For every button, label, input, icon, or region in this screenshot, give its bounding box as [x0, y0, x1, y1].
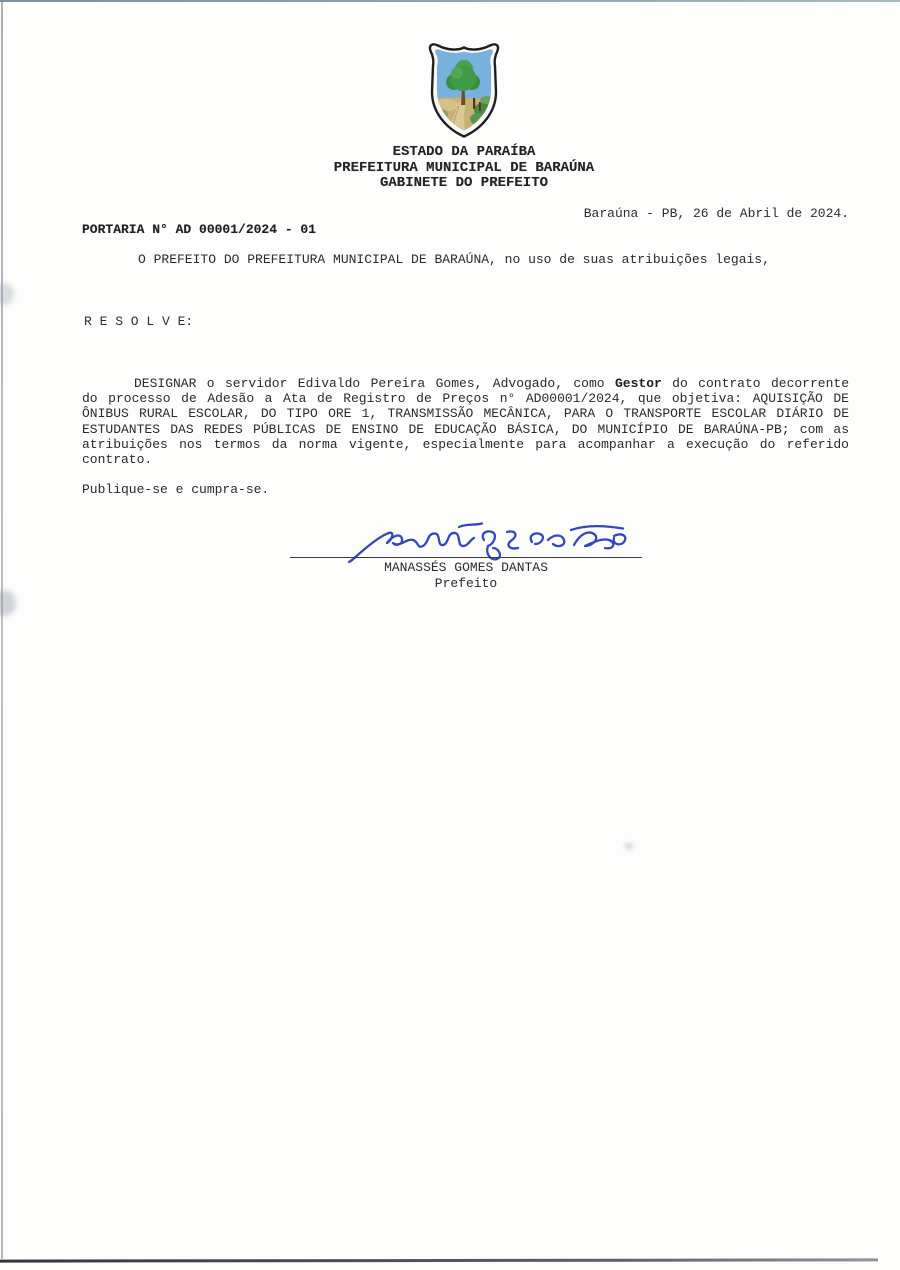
barauna-coat-of-arms-icon	[421, 38, 507, 142]
body-line: atribuições nos termos da norma vigente, especialmente para acompanhar a execução do referido	[82, 436, 849, 452]
scan-edge-top	[0, 0, 900, 2]
letterhead-state: ESTADO DA PARAÍBA	[392, 144, 536, 160]
scan-smudge	[0, 283, 14, 305]
body-line: ESTUDANTES DAS REDES PÚBLICAS DE ENSINO DE EDUCAÇÃO BÁSICA, DO MUNICÍPIO DE BARAÚNA-PB; com as	[82, 421, 849, 437]
body-line	[82, 376, 849, 391]
scan-smudge	[0, 590, 16, 616]
body-line1-bold: Gestor	[614, 376, 662, 391]
body-line: contrato.	[82, 452, 153, 468]
body-line: do processo de Adesão a Ata de Registro de Preços n° AD00001/2024, que objetiva: AQUISIÇÃO DE	[82, 391, 849, 407]
body-line1-post: do contrato decorrente	[661, 376, 849, 391]
body-paragraph	[82, 376, 849, 467]
signatory-title: Prefeito	[434, 576, 498, 591]
date-line: Baraúna - PB, 26 de Abril de 2024.	[583, 206, 849, 221]
scan-edge-left	[1, 2, 3, 1259]
signatory-name: MANASSÉS GOMES DANTAS	[384, 560, 548, 575]
closing-line: Publique-se e cumpra-se.	[82, 482, 270, 497]
portaria-number: PORTARIA N° AD 00001/2024 - 01	[82, 222, 317, 237]
preamble-paragraph: O PREFEITO DO PREFEITURA MUNICIPAL DE BARAÚNA, no uso de suas atribuições legais,	[138, 252, 770, 267]
letterhead-office: GABINETE DO PREFEITO	[379, 175, 549, 192]
letterhead-municipality: PREFEITURA MUNICIPAL DE BARAÚNA	[333, 159, 595, 176]
body-line1-pre: DESIGNAR o servidor Edivaldo Pereira Gomes, Advogado, como	[134, 376, 615, 391]
resolve-heading: R E S O L V E:	[84, 314, 194, 329]
scan-smudge	[624, 842, 634, 850]
body-line: ÔNIBUS RURAL ESCOLAR, DO TIPO ORE 1, TRANSMISSÃO MECÂNICA, PARA O TRANSPORTE ESCOLAR DIÁRIO DE	[82, 406, 849, 422]
signature-rule	[290, 557, 642, 558]
letterhead	[64, 145, 864, 192]
scan-edge-bottom	[0, 1258, 878, 1262]
